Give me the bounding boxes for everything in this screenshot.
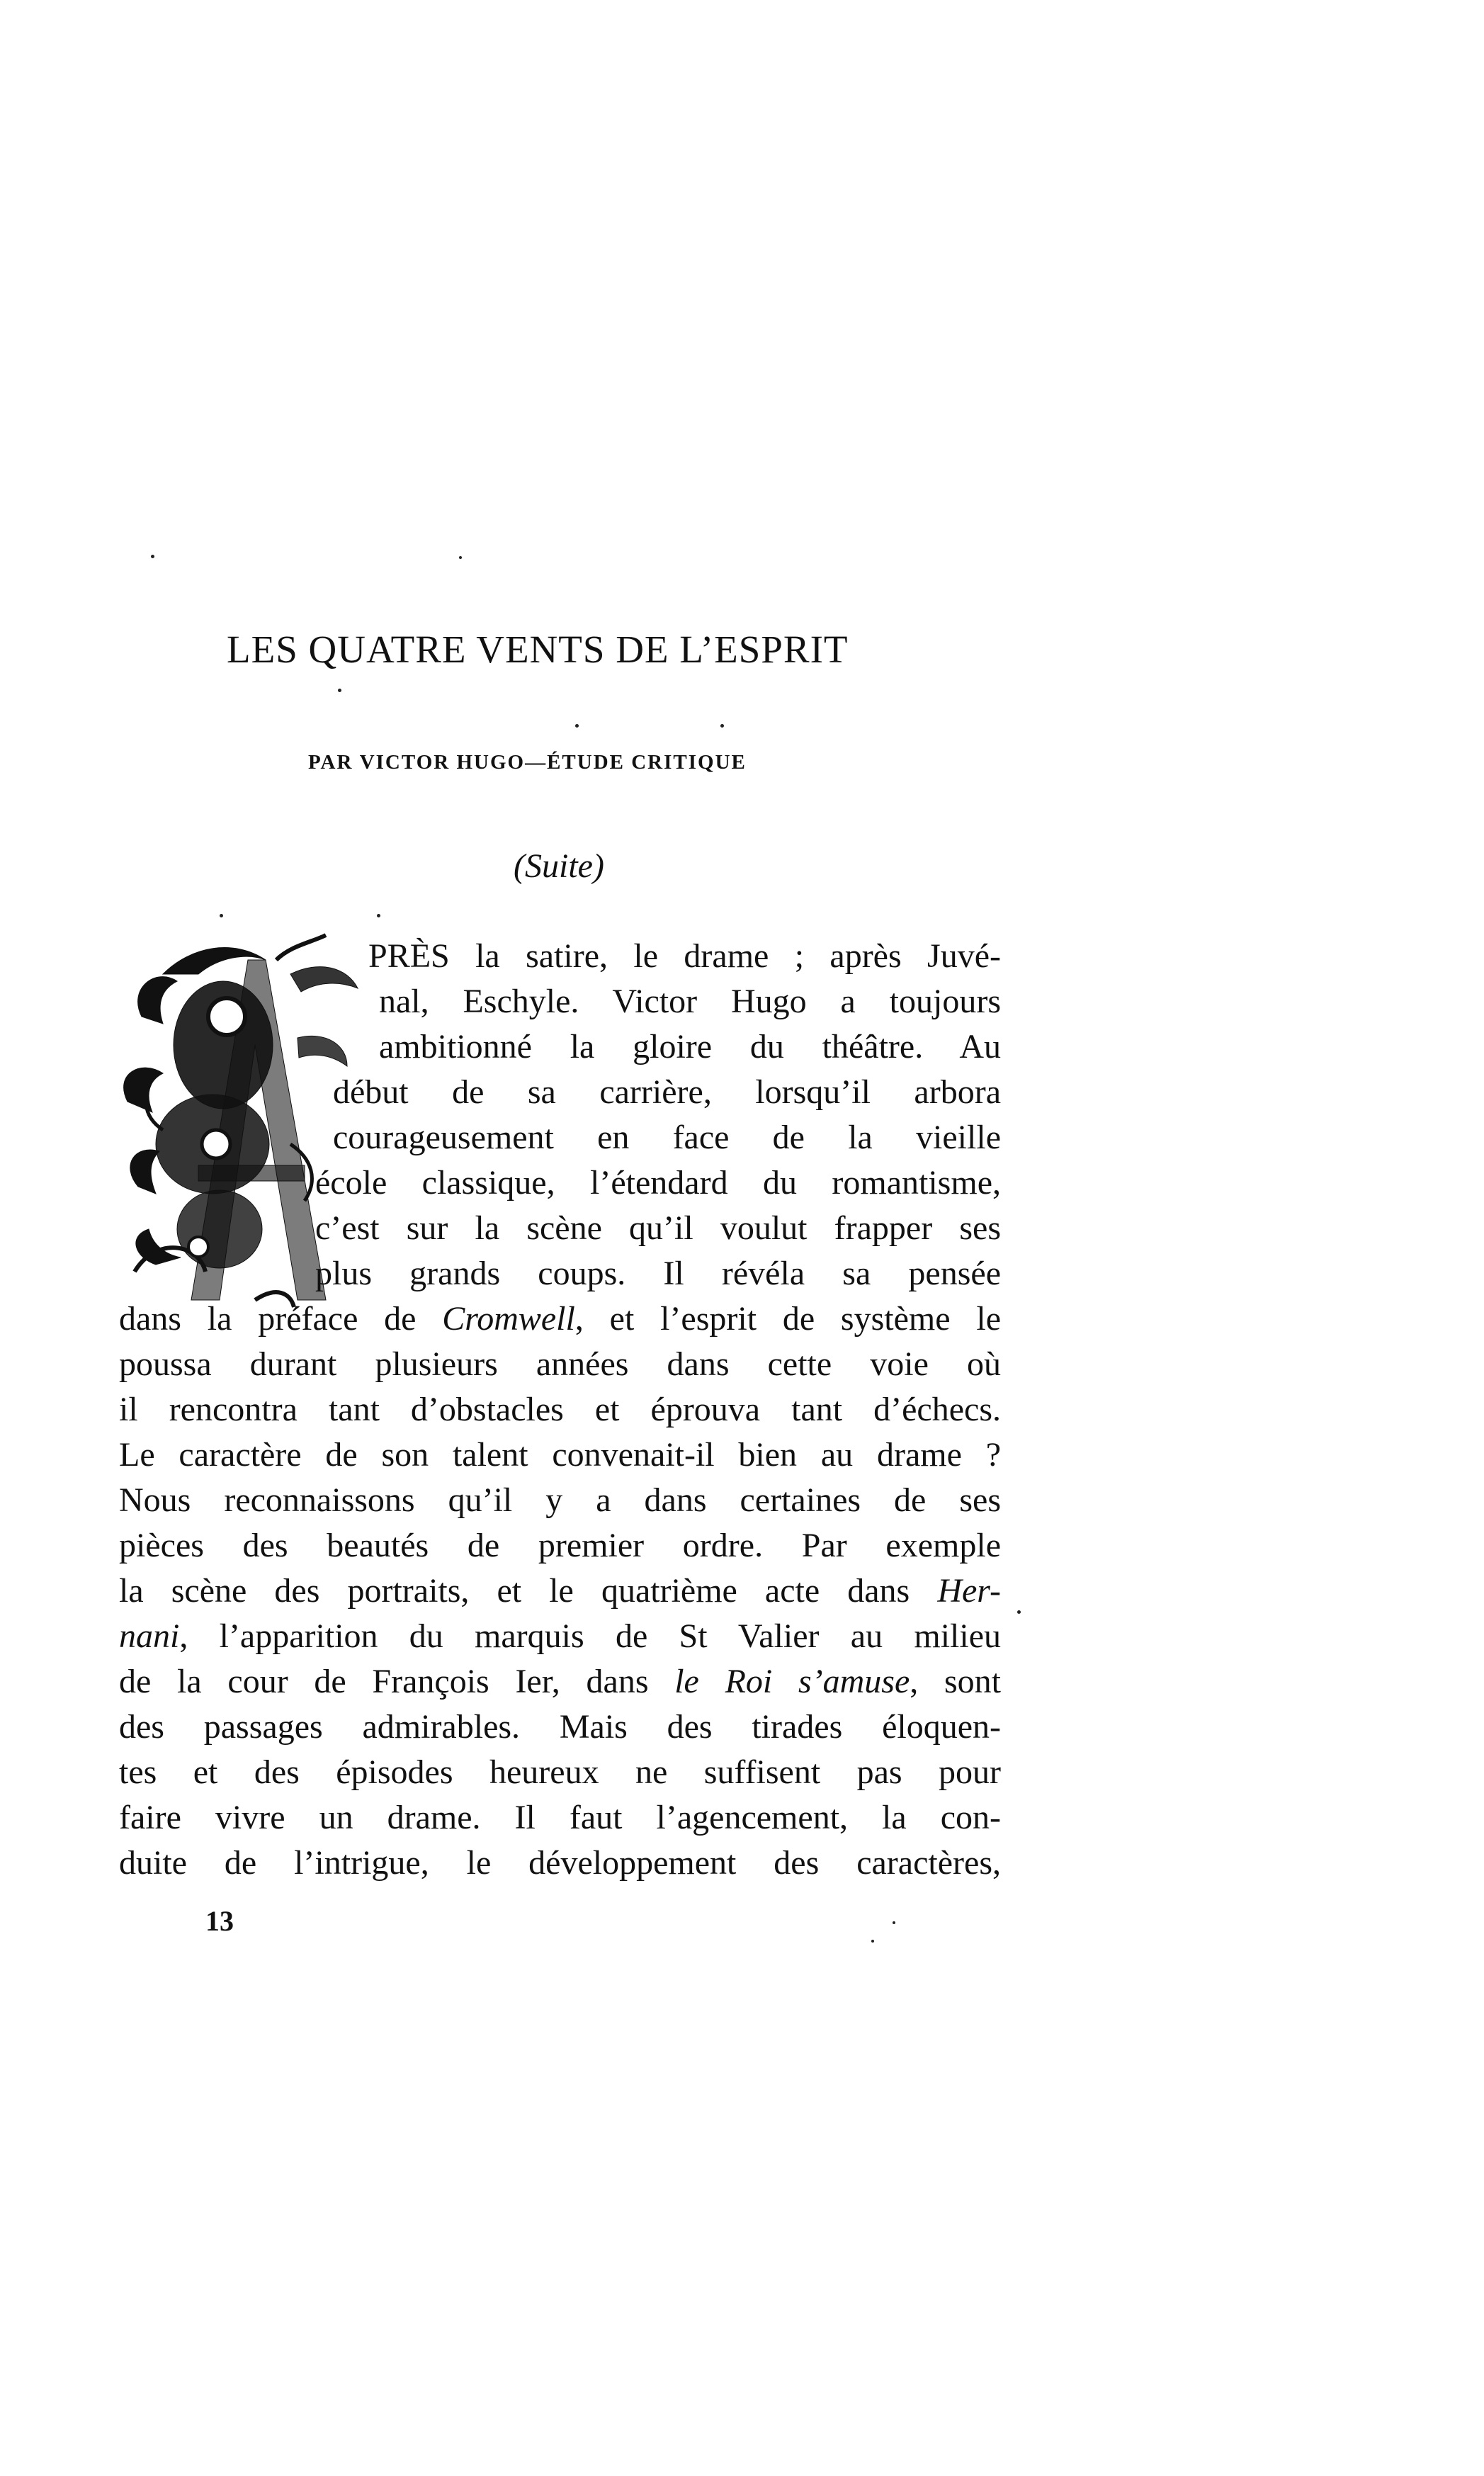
page-number: 13 bbox=[205, 1905, 234, 1937]
speck bbox=[720, 724, 724, 728]
byline-author: VICTOR HUGO bbox=[359, 751, 526, 774]
speck bbox=[151, 555, 154, 558]
text-fragment: dans la préface de bbox=[119, 1300, 443, 1338]
text-fragment: , l’apparition du marquis de St Valier au milieu bbox=[179, 1617, 1001, 1655]
article-title: LES QUATRE VENTS DE L’ESPRIT bbox=[227, 628, 849, 671]
continuation-label: (Suite) bbox=[514, 847, 604, 885]
italic-title: le Roi s’amuse bbox=[674, 1663, 910, 1700]
text-line bbox=[119, 1614, 1001, 1659]
text-fragment: , sont bbox=[910, 1663, 1001, 1700]
text-line: plus grands coups. Il révéla sa pensée bbox=[315, 1255, 1001, 1292]
speck bbox=[220, 914, 223, 917]
text-line: poussa durant plusieurs années dans cette voie où bbox=[119, 1345, 1001, 1383]
speck bbox=[871, 1940, 874, 1943]
text-line bbox=[119, 1659, 1001, 1705]
text-line: PRÈS la satire, le drame ; après Juvé- bbox=[368, 937, 1001, 975]
text-line: pièces des beautés de premier ordre. Par exemple bbox=[119, 1527, 1001, 1564]
text-line bbox=[119, 1296, 1001, 1342]
text-line: courageusement en face de la vieille bbox=[333, 1119, 1001, 1156]
byline-prefix: PAR bbox=[308, 751, 353, 774]
byline-suffix: ÉTUDE CRITIQUE bbox=[547, 751, 747, 774]
speck bbox=[377, 914, 380, 917]
text-line bbox=[119, 1568, 1001, 1614]
text-fragment: la scène des portraits, et le quatrième acte dans bbox=[119, 1572, 938, 1610]
speck bbox=[893, 1921, 895, 1924]
speck bbox=[338, 689, 341, 692]
byline bbox=[308, 751, 747, 774]
text-line: nal, Eschyle. Victor Hugo a toujours bbox=[379, 983, 1001, 1020]
italic-title: nani bbox=[119, 1617, 180, 1655]
text-line: Nous reconnaissons qu’il y a dans certaines de ses bbox=[119, 1481, 1001, 1519]
italic-title: Her- bbox=[937, 1572, 1001, 1610]
text-line: il rencontra tant d’obstacles et éprouva tant d’échecs. bbox=[119, 1391, 1001, 1428]
speck bbox=[575, 724, 579, 728]
text-line: école classique, l’étendard du romantisme, bbox=[315, 1164, 1001, 1202]
text-fragment: , et l’esprit de système le bbox=[574, 1300, 1001, 1338]
byline-dash: — bbox=[525, 751, 548, 774]
speck bbox=[1017, 1610, 1021, 1614]
text-fragment: de la cour de François Ier, dans bbox=[119, 1663, 675, 1700]
text-line: ambitionné la gloire du théâtre. Au bbox=[379, 1028, 1001, 1065]
text-line: début de sa carrière, lorsqu’il arbora bbox=[333, 1073, 1001, 1111]
italic-title: Cromwell bbox=[442, 1300, 575, 1338]
text-line: c’est sur la scène qu’il voulut frapper ses bbox=[315, 1209, 1001, 1247]
text-line: des passages admirables. Mais des tirades éloquen- bbox=[119, 1708, 1001, 1746]
text-line: tes et des épisodes heureux ne suffisent pas pour bbox=[119, 1753, 1001, 1791]
text-line: Le caractère de son talent convenait-il bien au drame ? bbox=[119, 1436, 1001, 1474]
text-line: faire vivre un drame. Il faut l’agencement, la con- bbox=[119, 1799, 1001, 1836]
text-line: duite de l’intrigue, le développement des caractères, bbox=[119, 1844, 1001, 1882]
speck bbox=[459, 556, 462, 559]
